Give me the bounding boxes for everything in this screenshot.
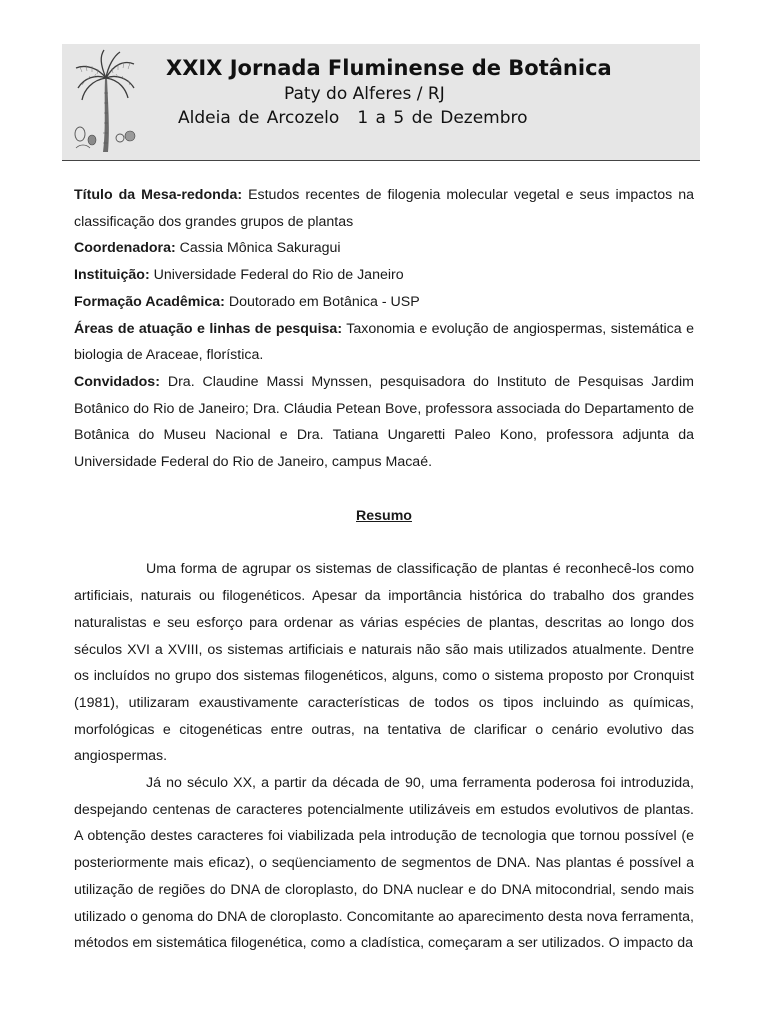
formacao-label: Formação Acadêmica: bbox=[74, 293, 225, 310]
event-title: XXIX Jornada Fluminense de Botânica bbox=[166, 56, 612, 80]
event-header bbox=[62, 44, 700, 161]
areas-value: Taxonomia e evolução de angiospermas, sistemática e biologia de Araceae, florística. bbox=[74, 320, 695, 364]
event-city: Paty do Alferes / RJ bbox=[284, 84, 445, 104]
instituicao-value: Universidade Federal do Rio de Janeiro bbox=[153, 267, 404, 284]
titulo-paragraph bbox=[74, 182, 694, 235]
areas-paragraph bbox=[74, 316, 694, 369]
titulo-value: Estudos recentes de filogenia molecular vegetal e seus impactos na classificação dos grandes grupos de plantas bbox=[74, 187, 694, 230]
titulo-label: Título da Mesa-redonda: bbox=[74, 187, 243, 203]
convidados-label: Convidados: bbox=[74, 373, 160, 390]
event-dates: 1 a 5 de Dezembro bbox=[357, 108, 528, 128]
formacao-value: Doutorado em Botânica - USP bbox=[228, 293, 420, 310]
resumo-paragraph-1: Uma forma de agrupar os sistemas de classificação de plantas é reconhecê-los como artificiais, naturais ou filogenéticos. Apesar da importância histórica do trabalho dos grandes naturalistas e seu esforço para ordenar as várias espécies de plantas, descritas ao longo dos séculos XVI a XVIII, os sistemas artificiais e naturais não são mais utilizados atualmente. Dentre os incluídos no grupo dos sistemas filogenéticos, alguns, como o sistema proposto por Cronquist (1981), utilizaram exaustivamente características de todos os tipos incluindo as químicas, morfológicas e citogenéticas entre outras, na tentativa de clarificar o cenário evolutivo das angiospermas. bbox=[74, 561, 694, 765]
coordenadora-value: Cassia Mônica Sakuragui bbox=[179, 240, 341, 257]
convidados-paragraph bbox=[74, 369, 694, 476]
document-body bbox=[74, 182, 694, 957]
event-venue-dates bbox=[62, 108, 768, 128]
event-venue: Aldeia de Arcozelo bbox=[178, 108, 340, 128]
instituicao-label: Instituição: bbox=[74, 267, 150, 284]
coordenadora-paragraph bbox=[74, 235, 694, 262]
resumo-heading: Resumo bbox=[356, 507, 412, 524]
convidados-value: Dra. Claudine Massi Mynssen, pesquisadora do Instituto de Pesquisas Jardim Botânico do Rio de Janeiro; Dra. Cláudia Petean Bove, professora associada do Departamento de Botânica do Museu Nacional e Dra. Tatiana Ungaretti Paleo Kono, professora adjunta da Universidade Federal do Rio de Janeiro, campus Macaé. bbox=[74, 373, 694, 471]
areas-label: Áreas de atuação e linhas de pesquisa: bbox=[74, 320, 343, 337]
instituicao-paragraph bbox=[74, 262, 694, 289]
resumo-paragraph-2: Já no século XX, a partir da década de 90, uma ferramenta poderosa foi introduzida, despejando centenas de caracteres potencialmente utilizáveis em estudos evolutivos de plantas. A obtenção destes caracteres foi viabilizada pela introdução de tecnologia que tornou possível (e posteriormente mais eficaz), o seqüenciamento de segmentos de DNA. Nas plantas é possível a utilização de regiões do DNA de cloroplasto, do DNA nuclear e do DNA mitocondrial, sendo mais utilizado o genoma do DNA de cloroplasto. Concomitante ao aparecimento desta nova ferramenta, métodos em sistemática filogenética, como a cladística, começaram a ser utilizados. O impacto da bbox=[74, 775, 694, 952]
coordenadora-label: Coordenadora: bbox=[74, 240, 176, 257]
formacao-paragraph bbox=[74, 289, 694, 316]
